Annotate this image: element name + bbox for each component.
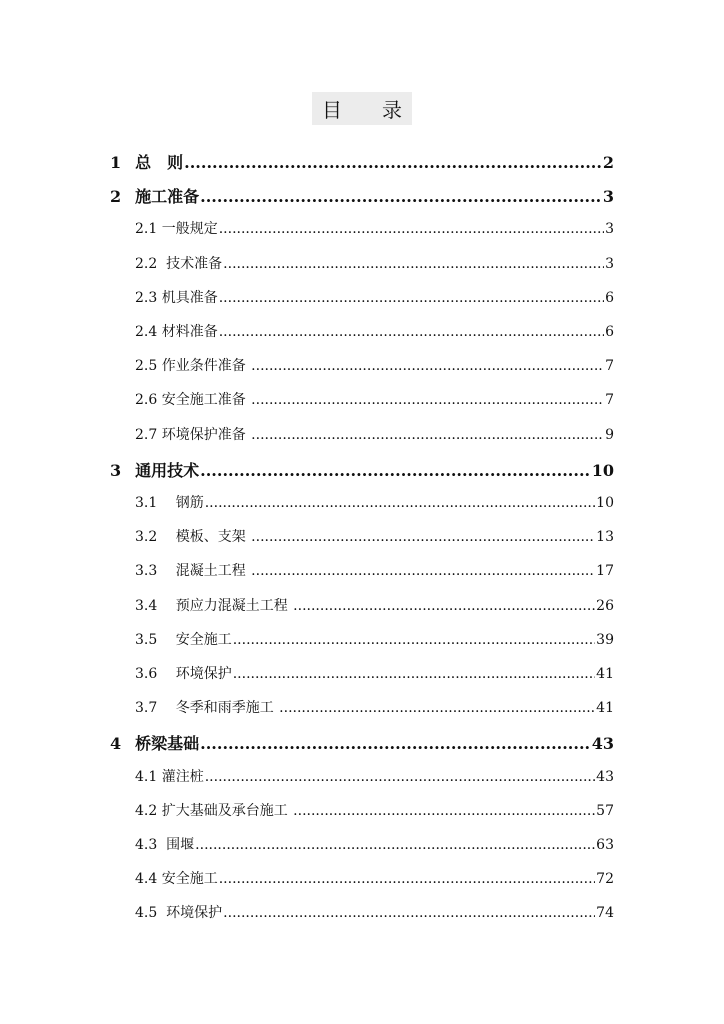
toc-entry[interactable]: [135, 526, 614, 546]
toc-leader-dots: [223, 256, 604, 272]
toc-leader-dots: [251, 358, 604, 374]
toc-leader-dots: [219, 324, 604, 340]
toc-entry-number: 4.4: [135, 871, 158, 888]
toc-title-container: [0, 92, 724, 125]
toc-entry-number: 3.2: [135, 529, 158, 546]
toc-title: 目 录: [312, 92, 412, 125]
toc-leader-dots: [251, 427, 604, 443]
toc-entry-page: 17: [596, 563, 614, 580]
toc-leader-dots: [251, 563, 595, 579]
toc-entry-label: 技术准备: [157, 255, 223, 272]
toc-entry-number: 3.1: [135, 495, 158, 511]
toc-entry-number: 3: [110, 460, 122, 480]
toc-entry-page: 7: [605, 392, 614, 409]
toc-entry[interactable]: [110, 150, 614, 173]
toc-leader-dots: [279, 700, 595, 716]
toc-leader-dots: [205, 769, 595, 785]
toc-leader-dots: [219, 871, 595, 887]
toc-entry-label: 冬季和雨季施工: [157, 700, 279, 717]
toc-entry[interactable]: [110, 731, 614, 754]
toc-leader-dots: [233, 632, 595, 648]
toc-entry-page: 13: [596, 529, 614, 546]
toc-entry[interactable]: [135, 218, 614, 238]
toc-entry-number: 3.5: [135, 631, 158, 648]
toc-leader-dots: [251, 529, 595, 545]
toc-entry-label: 混凝土工程: [157, 563, 251, 580]
toc-entry[interactable]: [110, 184, 614, 207]
toc-leader-dots: [251, 392, 604, 408]
toc-entry-label: 钢筋: [157, 495, 204, 511]
toc-entry-label: 环境保护: [157, 905, 223, 922]
toc-entry[interactable]: [135, 868, 614, 888]
toc-entry[interactable]: [135, 663, 614, 683]
toc-entry-page: 9: [605, 426, 614, 443]
toc-entry[interactable]: [135, 287, 614, 307]
toc-entry-page: 57: [596, 802, 614, 819]
toc-leader-dots: [293, 803, 595, 819]
toc-entry-number: 4: [110, 734, 122, 754]
toc-entry-page: 10: [591, 460, 614, 480]
toc-leader-dots: [223, 905, 595, 921]
toc-entry-number: 3.7: [135, 700, 158, 717]
toc-entry[interactable]: [135, 253, 614, 273]
toc-entry-number: 2: [110, 187, 122, 207]
toc-entry-number: 2.2: [135, 255, 158, 272]
toc-entry-label: 模板、支架: [157, 529, 251, 546]
toc-entry-page: 3: [602, 187, 614, 207]
toc-entry-number: 4.5: [135, 905, 158, 922]
toc-entry-page: 3: [605, 255, 614, 272]
toc-entry[interactable]: [135, 834, 614, 854]
toc-entry[interactable]: [135, 902, 614, 922]
toc-entry-page: 43: [596, 768, 614, 785]
toc-entry[interactable]: [135, 355, 614, 375]
toc-entry-page: 10: [596, 495, 614, 511]
toc-entry[interactable]: [135, 800, 614, 820]
toc-entry-label: 桥梁基础: [135, 734, 200, 754]
toc-entry-number: 4.1: [135, 768, 158, 785]
toc-entry[interactable]: [135, 424, 614, 444]
toc-leader-dots: [200, 734, 591, 753]
toc-entry-page: 3: [605, 221, 614, 238]
toc-entry-number: 2.1: [135, 221, 158, 238]
toc-entry-number: 4.3: [135, 837, 158, 853]
toc-entry-label: 通用技术: [135, 460, 200, 480]
toc-entry[interactable]: [135, 389, 614, 409]
toc-entry-number: 3.3: [135, 563, 158, 580]
toc-entry-label: 作业条件准备: [157, 358, 251, 375]
toc-entry-page: 39: [596, 631, 614, 648]
toc-entry-page: 74: [596, 905, 614, 922]
toc-entry-label: 安全施工: [157, 631, 232, 648]
toc-entry-page: 2: [602, 153, 614, 172]
toc-entry[interactable]: [135, 697, 614, 717]
toc-entry-label: 安全施工准备: [157, 392, 251, 409]
toc-entry-label: 环境保护准备: [157, 426, 251, 443]
toc-entry[interactable]: [110, 458, 614, 481]
toc-entry-number: 4.2: [135, 802, 158, 819]
toc-entry-number: 3.4: [135, 597, 158, 614]
toc-entry-page: 72: [596, 871, 614, 888]
toc-entry[interactable]: [135, 595, 614, 615]
toc-leader-dots: [184, 153, 602, 172]
toc-entry-label: 安全施工: [157, 871, 218, 888]
toc-entry[interactable]: [135, 560, 614, 580]
toc-entry-number: 2.5: [135, 358, 158, 375]
toc-entry-page: 7: [605, 358, 614, 375]
toc-leader-dots: [219, 221, 604, 237]
toc-entry-label: 总 则: [135, 153, 184, 172]
toc-entry-page: 41: [596, 700, 614, 717]
toc-entry-number: 2.3: [135, 289, 158, 306]
toc-entry[interactable]: [135, 492, 614, 512]
toc-entry-page: 43: [591, 734, 614, 754]
toc-entry-label: 扩大基础及承台施工: [157, 802, 293, 819]
toc-leader-dots: [200, 187, 602, 206]
toc-entry-number: 2.4: [135, 324, 158, 340]
toc-entry-page: 6: [605, 289, 614, 306]
toc-leader-dots: [293, 598, 595, 614]
toc-entry-label: 机具准备: [157, 289, 218, 306]
toc-leader-dots: [200, 461, 591, 480]
toc-entry-label: 施工准备: [135, 187, 200, 207]
toc-entry-label: 灌注桩: [157, 768, 204, 785]
toc-leader-dots: [219, 290, 604, 306]
toc-leader-dots: [195, 837, 595, 853]
toc-entry-label: 材料准备: [157, 324, 218, 340]
toc-entry-page: 6: [605, 324, 614, 340]
toc-entry-label: 环境保护: [157, 666, 232, 682]
toc-entry-page: 41: [596, 666, 614, 682]
toc-entry[interactable]: [135, 629, 614, 649]
toc-entry[interactable]: [135, 766, 614, 786]
toc-entry-page: 63: [596, 837, 614, 853]
toc-entry-number: 1: [110, 153, 122, 172]
toc-entry-number: 2.6: [135, 392, 158, 409]
toc-entry-page: 26: [596, 597, 614, 614]
toc-entry-label: 预应力混凝土工程: [157, 597, 293, 614]
toc-entry-number: 3.6: [135, 666, 158, 682]
toc-entry-label: 围堰: [157, 837, 195, 853]
toc-entry-number: 2.7: [135, 426, 158, 443]
toc-leader-dots: [205, 495, 595, 511]
toc-leader-dots: [233, 666, 595, 682]
toc-entry[interactable]: [135, 321, 614, 341]
toc-entry-label: 一般规定: [157, 221, 218, 238]
